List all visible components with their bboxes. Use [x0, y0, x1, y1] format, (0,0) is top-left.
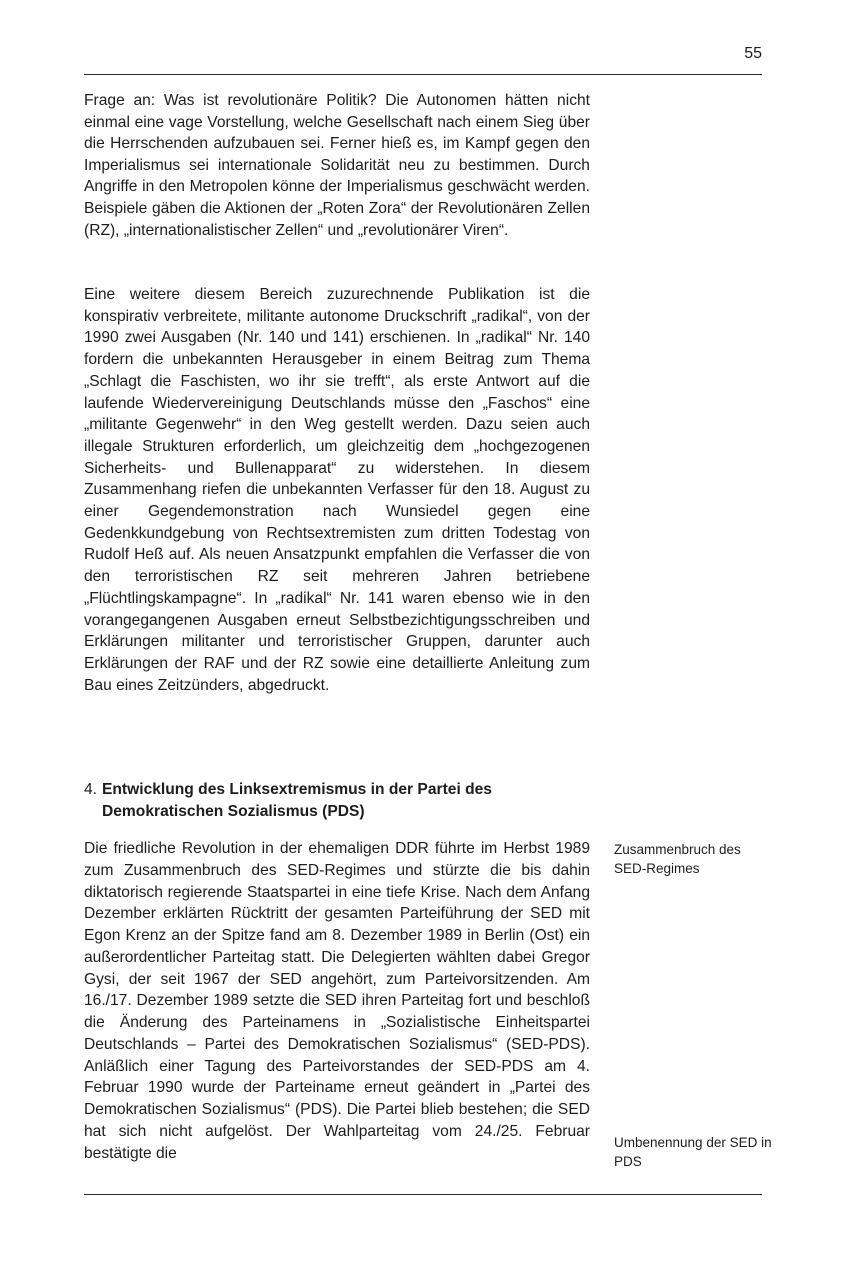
paragraph-radikal-publikation: Eine weitere diesem Bereich zuzurechnende Publikation ist die konspirativ verbreitete, militante autonome Druckschrift „radikal“, von der 1990 zwei Ausgaben (Nr. 140 und 141) erschienen. In „radikal“ Nr. 140 fordern die unbekannten Herausgeber in einem Beitrag zum Thema „Schlagt die Faschisten, wo ihr sie trefft“, als erste Antwort auf die laufende Wiedervereinigung Deutschlands müsse den „Faschos“ eine „militante Gegenwehr“ in den Weg gestellt werden. Dazu seien auch illegale Strukturen erforderlich, um gleichzeitig dem „hochgezogenen Sicherheits- und Bullenapparat“ zu widerstehen. In diesem Zusammenhang riefen die unbekannten Verfasser für den 18. August zu einer Gegendemonstration nach Wunsiedel gegen eine Gedenkkundgebung von Rechtsextremisten zum dritten Todestag von Rudolf Heß auf. Als neuen Ansatzpunkt empfahlen die Verfasser die von den terroristischen RZ seit mehreren Jahren betriebene „Flüchtlingskampagne“. In „radikal“ Nr. 141 waren ebenso wie in den vorangegangenen Ausgaben erneut Selbstbezichtigungsschreiben und Erklärungen militanter und terroristischer Gruppen, darunter auch Erklärungen der RAF und der RZ sowie eine detaillierte Anleitung zum Bau eines Zeitzünders, abgedruckt. — [84, 286, 590, 694]
margin-note-zusammenbruch: Zusammenbruch des SED-Regimes — [614, 842, 741, 876]
page-number: 55 — [744, 45, 762, 62]
footer-rule — [84, 1194, 762, 1195]
section-title: Entwicklung des Linksextremismus in der Partei des Demokratischen Sozialismus (PDS) — [102, 781, 492, 820]
paragraph-pds-entwicklung: Die friedliche Revolution in der ehemaligen DDR führte im Herbst 1989 zum Zusammenbruch des SED-Regimes und stürzte die bis dahin diktatorisch regierende Staatspartei in eine tiefe Krise. Nach dem Anfang Dezember erklärten Rücktritt der gesamten Parteiführung der SED mit Egon Krenz an der Spitze fand am 8. Dezember 1989 in Berlin (Ost) ein außerordentlicher Parteitag statt. Die Delegierten wählten dabei Gregor Gysi, der seit 1967 der SED angehört, zum Parteivorsitzenden. Am 16./17. Dezember 1989 setzte die SED ihren Parteitag fort und beschloß die Änderung des Parteinamens in „Sozialistische Einheitspartei Deutschlands – Partei des Demokratischen Sozialismus“ (SED-PDS). Anläßlich einer Tagung des Parteivorstandes der SED-PDS am 4. Februar 1990 wurde der Parteiname erneut geändert in „Partei des Demokratischen Sozialismus“ (PDS). Die Partei blieb bestehen; die SED hat sich nicht aufgelöst. Der Wahlparteitag vom 24./25. Februar bestätigte die — [84, 840, 590, 1162]
margin-note-umbenennung: Umbenennung der SED in PDS — [614, 1135, 772, 1169]
paragraph-revolutionaere-politik: Frage an: Was ist revolutionäre Politik? Die Autonomen hätten nicht einmal eine vage Vorstellung, welche Gesellschaft nach einem Sieg über die Herrschenden aufzubauen sei. Ferner hieß es, im Kampf gegen den Imperialismus sei internationale Solidarität neu zu bestimmen. Durch Angriffe in den Metropolen könne der Imperialismus geschwächt werden. Beispiele gäben die Aktionen der „Roten Zora“ der Revolutionären Zellen (RZ), „internationalistischer Zellen“ und „revolutionärer Viren“. — [84, 92, 590, 239]
section-number: 4. — [84, 781, 98, 798]
header-rule — [84, 74, 762, 75]
section-heading — [84, 779, 590, 822]
